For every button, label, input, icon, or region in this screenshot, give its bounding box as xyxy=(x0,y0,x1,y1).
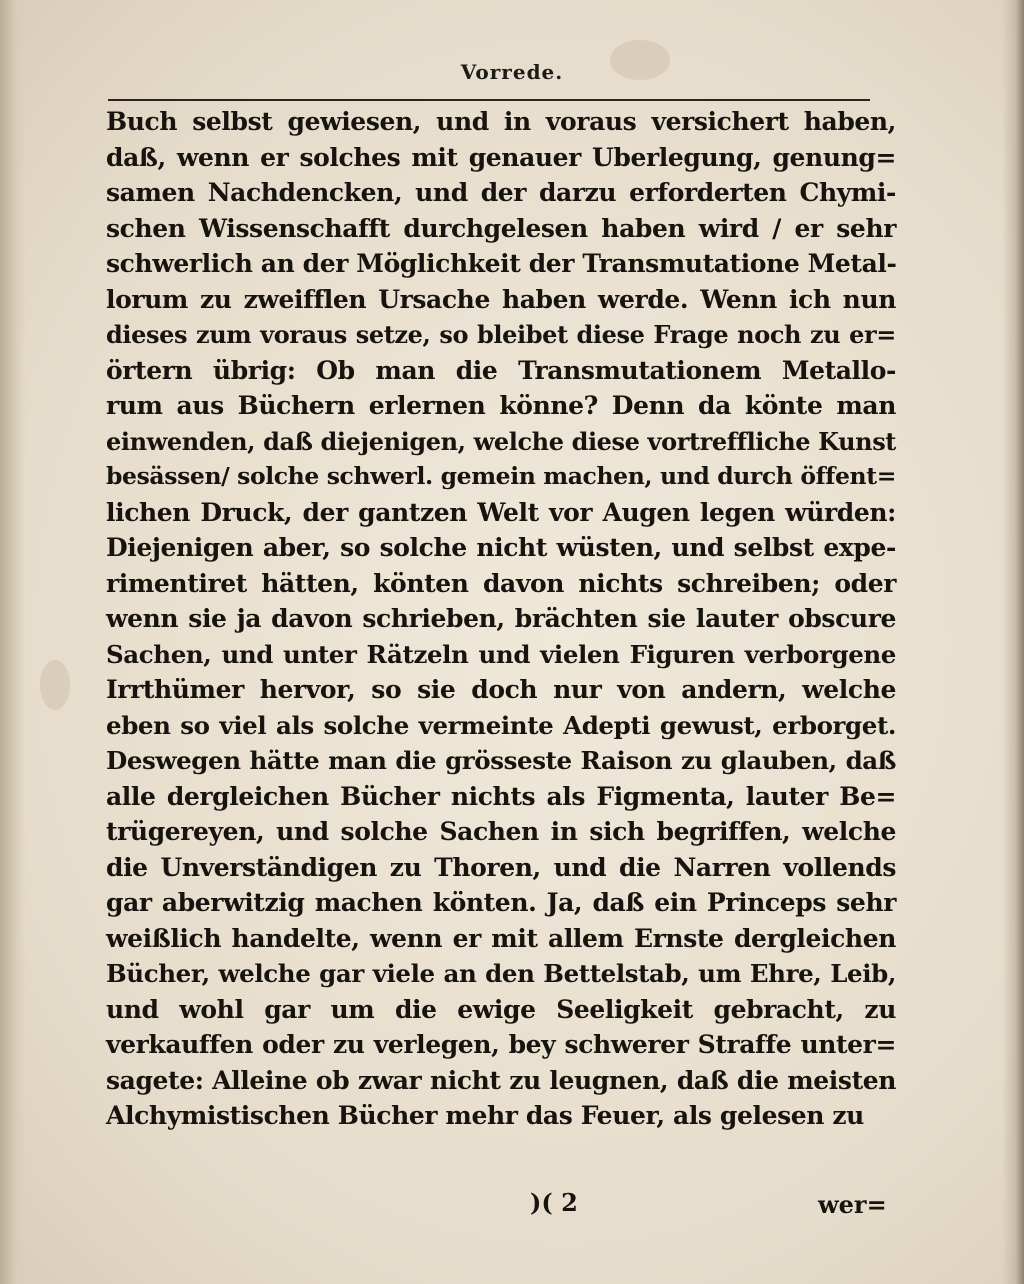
text-line: Diejenigen aber, so solche nicht wüsten, und selbst expe- xyxy=(106,533,896,562)
header-rule xyxy=(108,99,870,101)
text-line: alle dergleichen Bücher nichts als Figmenta, lauter Be= xyxy=(106,781,896,811)
text-line: lorum zu zweifflen Ursache haben werde. Wenn ich nun xyxy=(106,284,896,314)
text-line: verkauffen oder zu verlegen, bey schwerer Straffe unter= xyxy=(106,1030,896,1059)
catchword: wer= xyxy=(818,1190,887,1219)
text-line: samen Nachdencken, und der darzu erforderten Chymi- xyxy=(106,178,896,207)
signature-mark: )( 2 xyxy=(530,1188,578,1217)
page-left-edge xyxy=(0,0,26,1284)
text-line: sagete: Alleine ob zwar nicht zu leugnen, daß die meisten xyxy=(106,1065,896,1095)
text-line: rimentiret hätten, könten davon nichts schreiben; oder xyxy=(106,568,896,598)
text-line: eben so viel als solche vermeinte Adepti gewust, erborget. xyxy=(106,710,896,740)
text-line: und wohl gar um die ewige Seeligkeit gebracht, zu xyxy=(106,994,896,1024)
page-right-edge xyxy=(1002,0,1024,1284)
text-line: besässen/ solche schwerl. gemein machen, und durch öffent= xyxy=(106,462,896,490)
text-line: dieses zum voraus setze, so bleibet diese Frage noch zu er= xyxy=(106,320,896,349)
text-line: Buch selbst gewiesen, und in voraus versichert haben, xyxy=(106,107,896,136)
paper-stain xyxy=(40,660,70,710)
text-line: lichen Druck, der gantzen Welt vor Augen legen würden: xyxy=(106,497,896,527)
text-line: wenn sie ja davon schrieben, brächten sie lauter obscure xyxy=(106,604,896,633)
text-line: daß, wenn er solches mit genauer Uberlegung, genung= xyxy=(106,142,896,172)
body-text xyxy=(106,104,896,1134)
text-line: trügereyen, und solche Sachen in sich begriffen, welche xyxy=(106,817,896,846)
text-line: gar aberwitzig machen könten. Ja, daß ein Princeps sehr xyxy=(106,888,896,917)
text-line: Irrthümer hervor, so sie doch nur von andern, welche xyxy=(106,675,896,704)
text-line: Alchymistischen Bücher mehr das Feuer, als gelesen zu xyxy=(106,1101,864,1130)
text-line: Bücher, welche gar viele an den Bettelstab, um Ehre, Leib, xyxy=(106,959,896,988)
text-line: die Unverständigen zu Thoren, und die Narren vollends xyxy=(106,852,896,882)
text-line: Deswegen hätte man die grösseste Raison zu glauben, daß xyxy=(106,746,896,775)
text-line: örtern übrig: Ob man die Transmutationem Metallo- xyxy=(106,355,896,385)
running-title: Vorrede. xyxy=(460,60,564,84)
text-line: Sachen, und unter Rätzeln und vielen Figuren verborgene xyxy=(106,639,896,669)
text-line: weißlich handelte, wenn er mit allem Ernste dergleichen xyxy=(106,923,896,953)
text-line: schwerlich an der Möglichkeit der Transmutatione Metal- xyxy=(106,249,897,278)
text-line: schen Wissenschafft durchgelesen haben wird / er sehr xyxy=(106,213,896,243)
text-line: rum aus Büchern erlernen könne? Denn da könte man xyxy=(106,391,896,420)
text-line: einwenden, daß diejenigen, welche diese vortreffliche Kunst xyxy=(106,426,896,456)
